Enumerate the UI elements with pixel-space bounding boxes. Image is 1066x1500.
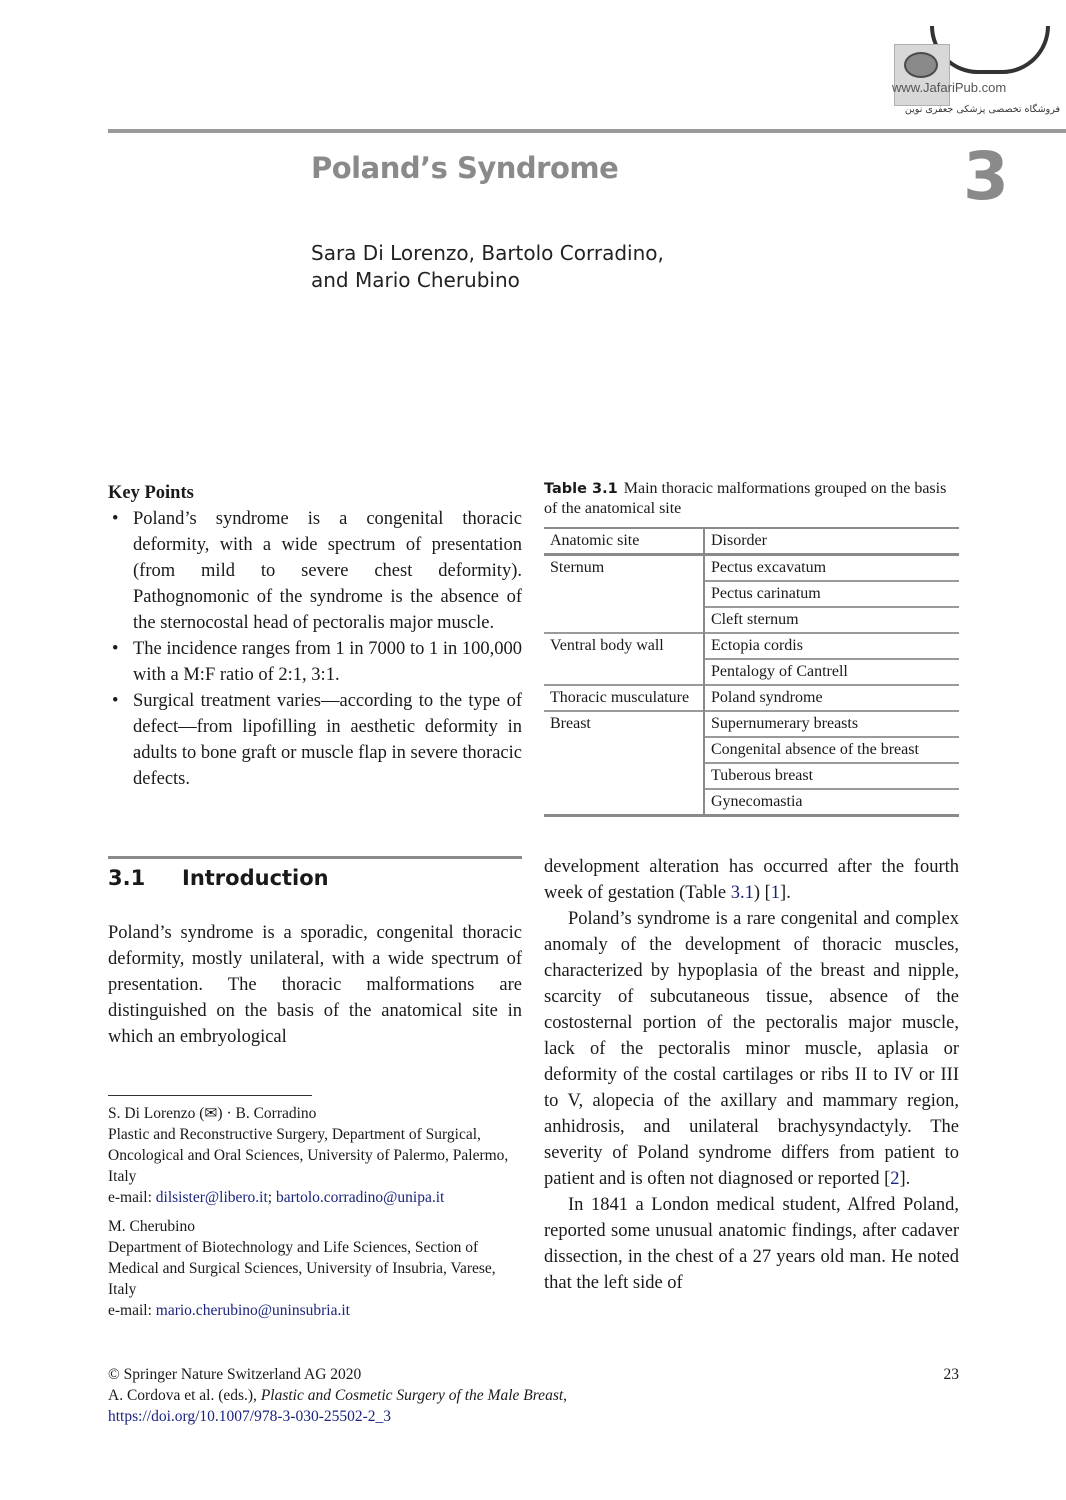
publisher-watermark-logo	[890, 22, 1060, 122]
key-points-heading: Key Points	[108, 483, 194, 503]
section-number: 3.1	[108, 866, 146, 890]
section-heading	[108, 866, 329, 890]
table-caption-text: Main thoracic malformations grouped on the basis of the anatomical site	[544, 480, 947, 517]
cell-disorder: Pentalogy of Cantrell	[704, 659, 959, 685]
affiliation-block-2	[108, 1216, 522, 1321]
table-caption	[544, 479, 959, 519]
citation-link[interactable]: 2	[890, 1169, 900, 1189]
cell-disorder: Tuberous breast	[704, 763, 959, 789]
cell-disorder: Ectopia cordis	[711, 637, 803, 654]
affiliation-block-1	[108, 1103, 522, 1208]
table-3-1	[544, 479, 959, 817]
doi-link[interactable]: https://doi.org/10.1007/978-3-030-25502-2_3	[108, 1408, 392, 1425]
text-run: ].	[899, 1169, 911, 1189]
table-row	[544, 685, 959, 711]
key-points-list	[108, 506, 522, 792]
watermark-site-text: www.JafariPub.com	[892, 80, 1007, 95]
cell-disorder: Congenital absence of the breast	[704, 737, 959, 763]
text-run: ;	[267, 1189, 276, 1206]
text-run: development alteration has occurred after the fourth week of gestation (Table	[544, 857, 959, 903]
key-point-item: • The incidence ranges from 1 in 7000 to 1 in 100,000 with a M:F ratio of 2:1, 3:1.	[108, 636, 522, 688]
citation-line	[108, 1385, 959, 1406]
header-anatomic-site: Anatomic site	[544, 528, 704, 555]
page-number: 23	[943, 1366, 959, 1383]
text-run: ,	[563, 1387, 568, 1404]
page-footer	[108, 1364, 959, 1427]
chapter-authors	[311, 240, 664, 294]
chapter-number: 3	[963, 138, 1009, 215]
chapter-title: Poland’s Syndrome	[311, 151, 619, 185]
email-link[interactable]: dilsister@libero.it	[155, 1189, 268, 1206]
table-row	[544, 711, 959, 737]
cell-disorder: Supernumerary breasts	[711, 715, 859, 732]
left-column-body	[108, 920, 522, 1050]
text-run: ) [	[753, 883, 771, 903]
affiliation-department: Plastic and Reconstructive Surgery, Department of Surgical, Oncological and Oral Sciences, University of Palermo, Palermo, Italy	[108, 1126, 509, 1185]
text-run: ) · B. Corradino	[217, 1105, 317, 1122]
authors-line-1: Sara Di Lorenzo, Bartolo Corradino,	[311, 241, 664, 265]
affiliation-names: M. Cherubino	[108, 1218, 195, 1235]
cell-site: Breast	[544, 711, 704, 816]
mail-icon: ✉	[204, 1105, 218, 1122]
email-label: e-mail:	[108, 1189, 156, 1206]
cell-disorder: Gynecomastia	[704, 789, 959, 816]
cell-site: Sternum	[544, 555, 704, 634]
text-run: S. Di Lorenzo (	[108, 1105, 205, 1122]
cell-disorder: Poland syndrome	[711, 689, 823, 706]
body-paragraph	[544, 906, 959, 1192]
email-link[interactable]: bartolo.corradino@unipa.it	[275, 1189, 445, 1206]
affiliation-department: Department of Biotechnology and Life Sciences, Section of Medical and Surgical Sciences, University of Insubria, Varese, Italy	[108, 1239, 496, 1298]
header-disorder: Disorder	[711, 532, 767, 549]
text-run: ].	[780, 883, 791, 903]
citation-link[interactable]: 1	[770, 883, 781, 903]
affiliation-names	[108, 1103, 522, 1124]
affiliation-email-line	[108, 1187, 522, 1208]
eye-logo-icon	[904, 52, 938, 78]
table-label: Table 3.1	[544, 481, 618, 497]
section-title: Introduction	[182, 866, 329, 890]
affiliation-email-line	[108, 1300, 522, 1321]
cell-site: Ventral body wall	[544, 633, 704, 685]
cell-disorder: Cleft sternum	[704, 607, 959, 633]
copyright: © Springer Nature Switzerland AG 2020	[108, 1366, 362, 1383]
key-points-box	[108, 480, 522, 792]
section-rule	[108, 856, 522, 859]
text-run: A. Cordova et al. (eds.),	[108, 1387, 261, 1404]
authors-line-2: and Mario Cherubino	[311, 268, 520, 292]
cell-disorder: Pectus carinatum	[704, 581, 959, 607]
cell-disorder: Pectus excavatum	[711, 559, 827, 576]
malformations-table	[544, 527, 959, 817]
key-point-item: • Surgical treatment varies—according to the type of defect—from lipofilling in aesthetic deformity in adults to bone graft or muscle flap in severe thoracic defects.	[108, 688, 522, 792]
footnote-rule	[108, 1095, 312, 1096]
chapter-top-rule	[108, 129, 1066, 133]
table-reference-link[interactable]: 3.1	[730, 883, 754, 903]
text-run: Poland’s syndrome is a rare congenital and complex anomaly of the development of thoracic muscles, characterized by hypoplasia of the breast and nipple, scarcity of subcutaneous tissue, absence of the costosternal portion of the pectoralis major muscle, lack of the pectoralis minor muscle, aplasia or deformity of the costal cartilages or ribs II to IV or III to V, alopecia of the axillary and mammary region, anhidrosis, and unilateral brachysyndactyly. The severity of Poland syndrome differs from patient to patient and is often not diagnosed or reported [	[544, 909, 959, 1189]
author-affiliations	[108, 1103, 522, 1329]
table-row	[544, 555, 959, 582]
body-paragraph: In 1841 a London medical student, Alfred Poland, reported some unusual anatomic findings, after cadaver dissection, in the chest of a 27 years old man. He noted that the left side of	[544, 1195, 959, 1293]
key-point-item: • Poland’s syndrome is a congenital thoracic deformity, with a wide spectrum of presentation (from mild to severe chest deformity). Pathognomonic of the syndrome is the absence of the sternocostal head of pectoralis major muscle.	[108, 506, 522, 636]
cell-site: Thoracic musculature	[544, 685, 704, 711]
email-label: e-mail:	[108, 1302, 156, 1319]
email-link[interactable]: mario.cherubino@uninsubria.it	[155, 1302, 350, 1319]
right-column-body	[544, 854, 959, 1296]
intro-paragraph: Poland’s syndrome is a sporadic, congenital thoracic deformity, mostly unilateral, with a wide spectrum of presentation. The thoracic malformations are distinguished on the basis of the anatomical site in which an embryological	[108, 923, 522, 1047]
watermark-persian-caption: فروشگاه تخصصی پزشکی جعفری نوین	[904, 104, 1060, 115]
body-paragraph	[544, 854, 959, 906]
book-title: Plastic and Cosmetic Surgery of the Male Breast	[260, 1387, 564, 1404]
table-row	[544, 633, 959, 659]
table-header-row	[544, 528, 959, 555]
